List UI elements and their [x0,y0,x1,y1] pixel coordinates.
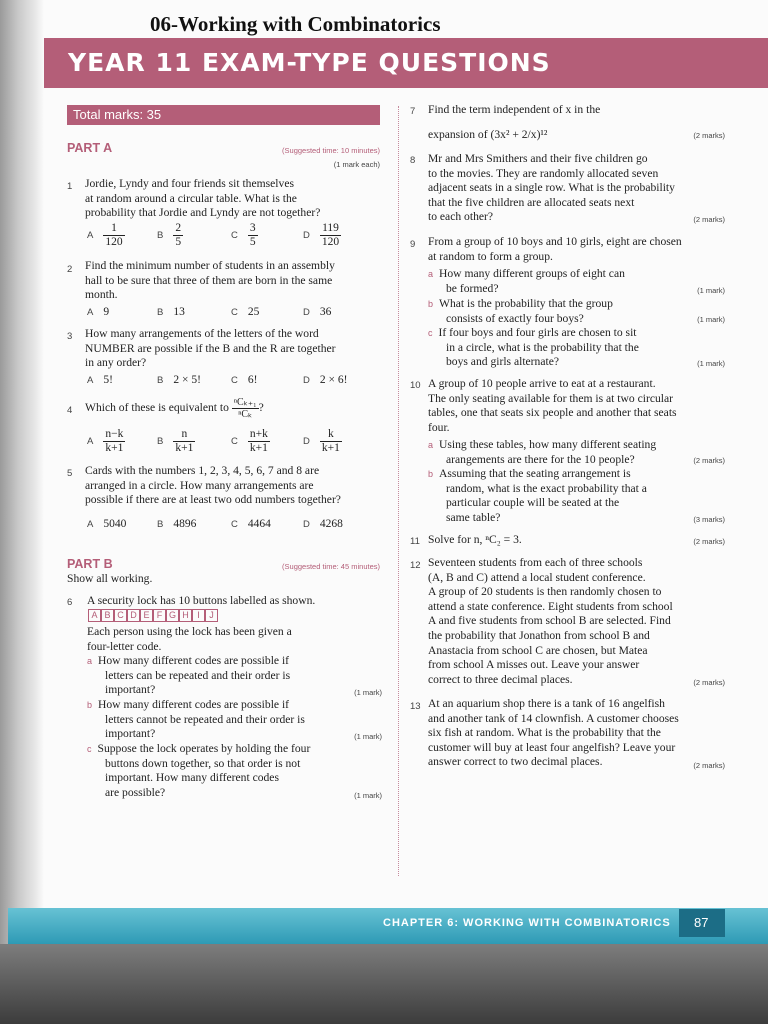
sub-label: a [428,269,434,279]
q10a-line: Using these tables, how many different seating [439,438,657,451]
q12-line: Seventeen students from each of three schools [428,556,643,569]
q1-text [85,177,320,221]
q1-line: Jordie, Lyndy and four friends sit themselves [85,177,294,190]
q9b-line: What is the probability that the group [439,297,613,310]
q4-option-b [157,428,195,455]
q3-line: in any order? [85,356,147,370]
q1-option-d [303,222,341,249]
q13-marks: (2 marks) [693,761,725,770]
q6b-line: letters cannot be repeated and their order is [105,712,305,726]
q9a-line: be formed? [446,281,499,295]
q9-line: From a group of 10 boys and 10 girls, eight are chosen [428,235,682,248]
q6b-line: important? [105,727,156,741]
q2-line: month. [85,288,118,302]
q9c [428,326,639,370]
q2-line: hall to be sure that three of them are born in the same [85,273,333,287]
option-value: 5040 [103,518,127,530]
q10a-marks: (2 marks) [693,456,725,465]
page-number: 87 [694,915,709,930]
q6b [87,698,305,742]
q4-option-d [303,428,342,455]
q11-text: Solve for n, ⁿC₂ = 3. [428,533,522,546]
lock-button: B [101,609,114,622]
option-value: 4268 [319,518,343,530]
q4-qmark: ? [258,401,264,415]
q7-stem: expansion of [428,128,488,141]
option-letter: D [303,519,310,530]
option-value: 4464 [247,518,271,530]
lock-button: H [179,609,192,622]
q9b [428,297,613,326]
q12-text [428,556,673,687]
sub-label: b [428,469,434,479]
q5-line: Cards with the numbers 1, 2, 3, 4, 5, 6, 7 and 8 are [85,464,320,477]
q3-text [85,327,336,371]
q8-text [428,152,675,225]
q1-option-c [231,222,258,249]
q10b-marks: (3 marks) [693,515,725,524]
q5-option-c [231,518,271,530]
lock-button: I [192,609,205,622]
part-a-each: (1 mark each) [333,160,380,169]
q8-line: Mr and Mrs Smithers and their five children go [428,152,648,165]
q8-line: to each other? [428,210,494,224]
q6-line: four-letter code. [87,639,162,653]
q2-line: Find the minimum number of students in an assembly [85,259,335,272]
q13-line: answer correct to two decimal places. [428,755,603,769]
option-value: 9 [103,306,110,318]
q12-line: from school A misses out. Leave your answer [428,658,640,672]
q12-marks: (2 marks) [693,678,725,687]
fraction-numerator: k [320,428,342,442]
option-letter: A [87,230,94,242]
q11-marks: (2 marks) [693,537,725,546]
q9c-line: If four boys and four girls are chosen to sit [438,326,637,339]
q1-number: 1 [67,181,73,192]
q6b-marks: (1 mark) [354,732,382,741]
q13-number: 13 [410,701,421,712]
q2-number: 2 [67,264,73,275]
fraction-numerator: ⁿCₖ₊₁ [233,397,257,408]
option-letter: A [87,307,94,318]
q9c-marks: (1 mark) [697,359,725,368]
fraction-denominator: k+1 [249,442,268,454]
fraction-numerator: n−k [105,428,124,440]
fraction-denominator: 5 [175,236,182,248]
fraction-denominator: 120 [105,236,123,248]
sub-label: c [87,744,92,754]
option-letter: C [231,230,238,242]
q6c-line: Suppose the lock operates by holding the four [97,742,311,755]
q6c-marks: (1 mark) [354,791,382,800]
q7-marks: (2 marks) [693,131,725,140]
q8-line: adjacent seats in a single row. What is the probability [428,181,675,195]
q4-stem: Which of these is equivalent to [85,401,229,415]
q6a [87,654,290,698]
q11-number: 11 [410,536,420,547]
q5-option-a [87,518,126,530]
q12-line: A group of 20 students is then randomly chosen to [428,585,662,599]
fraction-numerator: n [173,428,195,442]
option-letter: A [87,375,94,386]
lock-button: E [140,609,153,622]
q6c-line: buttons down together, so that order is not [105,756,301,770]
q9-text [428,235,682,264]
q8-line: that the five children are allocated seats next [428,195,635,209]
q8-line: to the movies. They are randomly allocated seven [428,166,659,180]
q6-number: 6 [67,597,73,608]
option-letter: B [157,519,164,530]
fraction-denominator: k+1 [105,442,124,454]
q12-number: 12 [410,560,421,571]
option-value: 36 [319,306,332,318]
part-a-heading: PART A [67,141,113,155]
q1-option-a [87,222,125,249]
banner-title: YEAR 11 EXAM-TYPE QUESTIONS [68,48,551,77]
q1-line: probability that Jordie and Lyndy are not together? [85,206,321,220]
q5-option-d [303,518,343,530]
q2-option-c [231,306,259,318]
lock-button: A [88,609,101,622]
q12-line: the probability that Jonathon from school B and [428,628,650,642]
option-letter: D [303,436,310,448]
q9c-line: in a circle, what is the probability that the [446,340,639,354]
option-letter: C [231,519,238,530]
q9-number: 9 [410,239,416,250]
lock-buttons [88,609,218,622]
q10a-line: arangements are there for the 10 people? [446,452,635,466]
q10a [428,438,656,467]
sub-label: b [87,700,93,710]
option-value: 2 × 6! [319,374,348,386]
q10b-line: particular couple will be seated at the [446,496,620,510]
option-letter: A [87,436,94,448]
q10-line: A group of 10 people arrive to eat at a restaurant. [428,377,656,390]
q9-line: at random to form a group. [428,249,553,263]
q6c [87,742,310,800]
q6c-line: are possible? [105,785,166,799]
q6a-line: important? [105,683,156,697]
q9c-line: boys and girls alternate? [446,355,559,369]
q5-number: 5 [67,468,73,479]
q12-line: correct to three decimal places. [428,672,573,686]
option-value: 25 [247,306,260,318]
option-letter: C [231,436,238,448]
q2-option-b [157,306,185,318]
q5-option-b [157,518,196,530]
q13-text [428,697,679,770]
q4-expression [232,397,259,420]
q5-line: arranged in a circle. How many arrangements are [85,478,314,492]
option-letter: D [303,307,310,318]
sub-label: a [428,440,434,450]
option-letter: B [157,375,164,386]
q12-line: Anastacia from school C are chosen, but Matea [428,643,648,657]
document-title: 06-Working with Combinatorics [150,12,441,36]
fraction-denominator: k+1 [321,442,340,454]
option-letter: C [231,375,238,386]
part-b-time: (Suggested time: 45 minutes) [282,562,380,571]
q1-line: at random around a circular table. What is the [85,191,297,205]
q10-line: tables, one that seats six people and another that seats [428,406,677,420]
q1-option-b [157,222,183,249]
q3-number: 3 [67,331,73,342]
fraction-denominator: 5 [249,236,256,248]
fraction-numerator: n+k [249,428,268,440]
q3-option-a [87,374,113,386]
fraction-denominator: k+1 [175,442,194,454]
q9a-marks: (1 mark) [697,286,725,295]
q12-line: A and five students from school B are selected. Find [428,614,671,628]
option-value: 4896 [173,518,197,530]
option-letter: C [231,307,238,318]
lock-button: F [153,609,166,622]
q6a-line: letters can be repeated and their order is [105,668,291,682]
option-value: 6! [247,374,258,386]
q7-expression: (3x² + 2/x)¹² [490,128,548,141]
fraction-numerator: 1 [103,222,124,236]
option-letter: B [157,307,164,318]
option-letter: B [157,436,164,448]
scanner-background [0,944,768,1024]
q7-line2 [428,128,547,143]
lock-button: C [114,609,127,622]
sub-label: c [428,328,433,338]
option-letter: A [87,519,94,530]
q12-line: (A, B and C) attend a local student conference. [428,570,646,584]
q3-line: How many arrangements of the letters of the word [85,327,319,340]
footer-chapter: CHAPTER 6: WORKING WITH COMBINATORICS [383,917,671,929]
fraction-numerator: 119 [320,222,341,236]
sub-label: b [428,299,434,309]
total-marks-label: Total marks: 35 [73,107,162,122]
option-letter: D [303,375,310,386]
q9a [428,267,625,296]
q13-line: and another tank of 14 clownfish. A customer chooses [428,711,679,725]
q4-option-c [231,428,270,455]
q6-line: Each person using the lock has been given a [87,625,292,638]
q10-line: The only seating available for them is at two circular [428,391,673,405]
q10-line: four. [428,420,450,434]
q6a-marks: (1 mark) [354,688,382,697]
fraction-numerator: 2 [175,222,182,234]
part-a-time: (Suggested time: 10 minutes) [282,146,380,155]
q8-marks: (2 marks) [693,215,725,224]
option-value: 13 [173,306,185,318]
q6c-line: important. How many different codes [105,771,279,785]
q5-text [85,464,341,508]
q2-option-a [87,306,109,318]
fraction-numerator: 3 [249,222,256,234]
q4-number: 4 [67,405,73,416]
lock-button: G [166,609,179,622]
part-b-heading: PART B [67,557,113,571]
q13-line: At an aquarium shop there is a tank of 16 angelfish [428,697,665,710]
book-spine-shadow [0,0,46,1024]
option-value: 5! [103,374,113,386]
option-value: 2 × 5! [173,374,201,386]
q8-number: 8 [410,155,416,166]
q3-line: NUMBER are possible if the B and the R are together [85,341,336,355]
part-b-show-working: Show all working. [67,572,153,585]
q13-line: customer will buy at least four angelfish? Leave your [428,740,676,754]
q9b-marks: (1 mark) [697,315,725,324]
q7-number: 7 [410,106,416,117]
q7-line1: Find the term independent of x in the [428,103,601,116]
q9b-line: consists of exactly four boys? [446,311,584,325]
q10-number: 10 [410,380,421,391]
q10b [428,467,647,525]
q13-line: six fish at random. What is the probability that the [428,726,661,740]
q2-option-d [303,306,331,318]
q6-intro: A security lock has 10 buttons labelled as shown. [87,594,316,607]
q5-line: possible if there are at least two odd numbers together? [85,493,341,507]
q6-after [87,625,292,654]
q10b-line: Assuming that the seating arrangement is [439,467,631,480]
q10b-line: same table? [446,510,501,524]
sub-label: a [87,656,93,666]
q3-option-d [303,374,347,386]
lock-button: J [205,609,218,622]
option-letter: D [303,230,310,242]
lock-button: D [127,609,140,622]
q10b-line: random, what is the exact probability that a [446,481,647,495]
q4-option-a [87,428,125,455]
q6a-line: How many different codes are possible if [98,654,290,667]
q3-option-b [157,374,201,386]
q2-text [85,259,335,303]
q12-line: attend a state conference. Eight students from school [428,599,673,613]
q3-option-c [231,374,257,386]
q10-text [428,377,677,435]
fraction-denominator: ⁿCₖ [238,409,253,420]
column-divider [398,106,400,876]
total-marks-bar [67,105,380,125]
q9a-line: How many different groups of eight can [439,267,625,280]
q6b-line: How many different codes are possible if [98,698,290,711]
q4-text [85,397,264,420]
fraction-denominator: 120 [321,236,340,248]
option-letter: B [157,230,164,242]
